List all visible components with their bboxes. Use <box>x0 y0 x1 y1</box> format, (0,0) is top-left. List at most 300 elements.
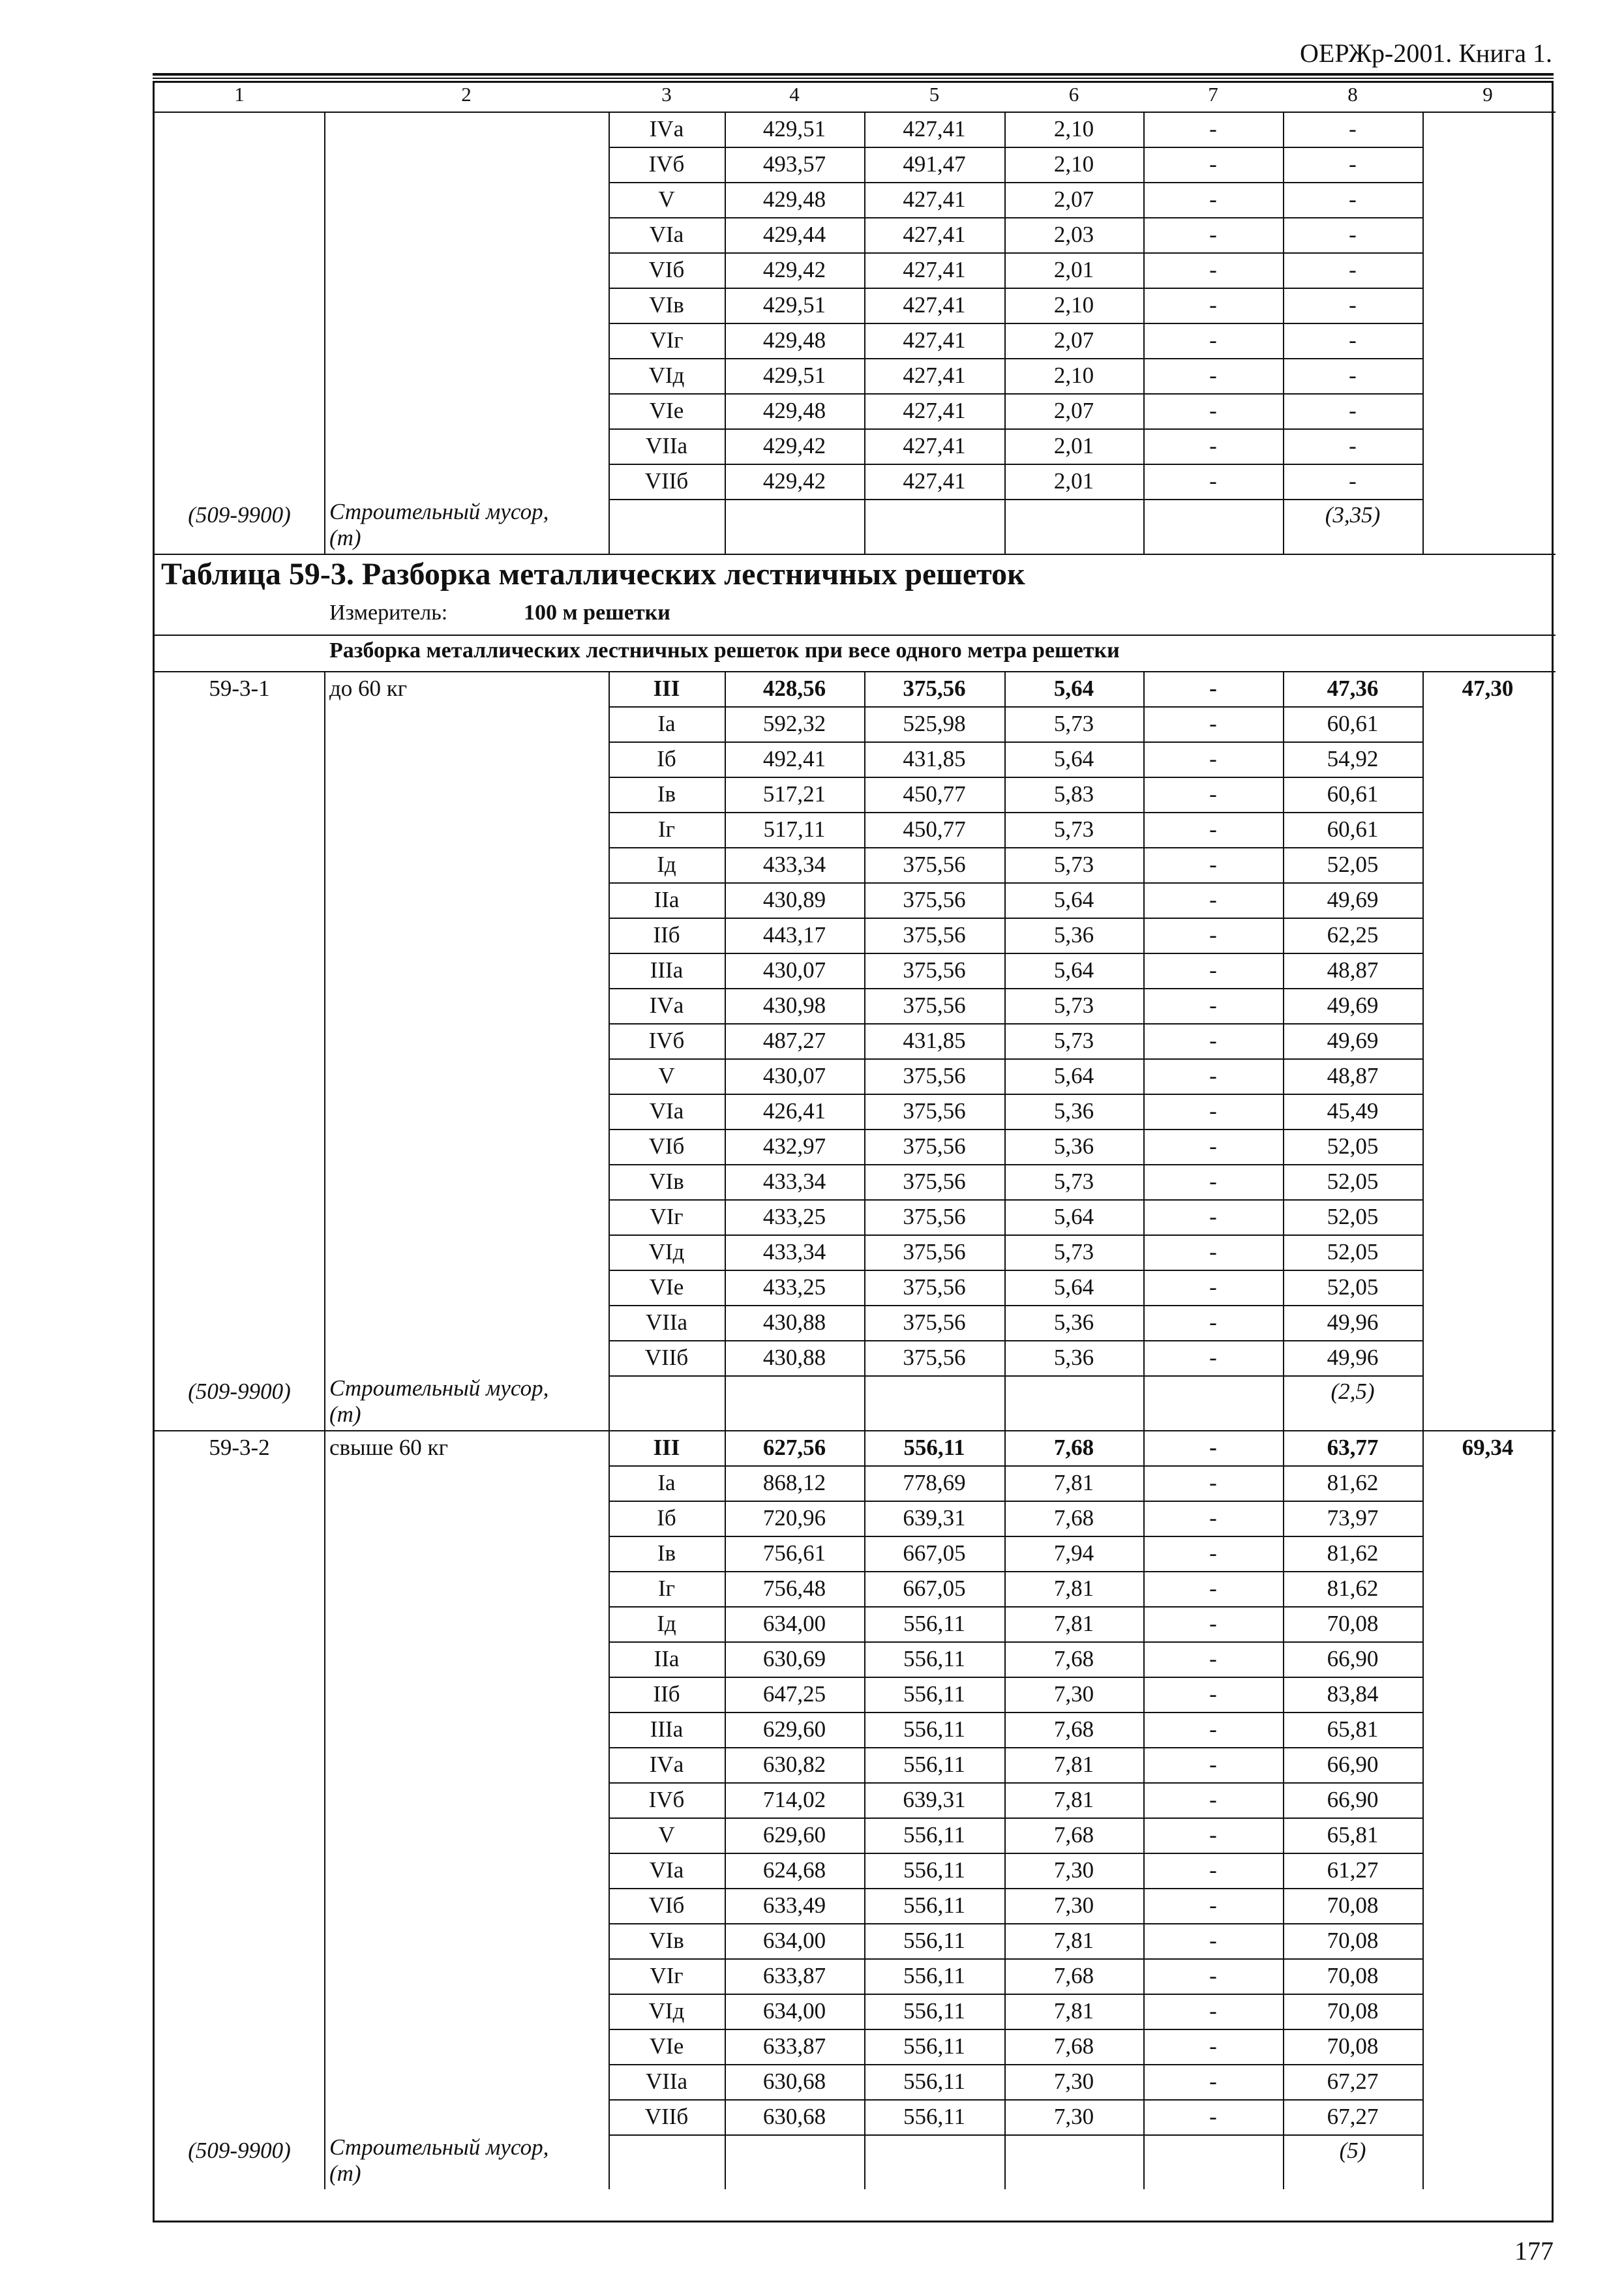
rate-value: 49,69 <box>1327 993 1379 1018</box>
class-label: Iб <box>657 1505 676 1531</box>
rate-value: - <box>1209 852 1217 877</box>
rate-value: 647,25 <box>762 1681 826 1707</box>
rate-value: 431,85 <box>903 1028 966 1053</box>
class-label: IVа <box>649 116 684 142</box>
measure-rule <box>155 635 1556 636</box>
rate-value: - <box>1209 1169 1217 1194</box>
class-label: VIе <box>649 398 684 423</box>
rate-value: 427,41 <box>903 292 966 318</box>
rate-value: - <box>1209 993 1217 1018</box>
waste-code: (509-9900) <box>188 1379 291 1404</box>
rate-value: 81,62 <box>1327 1576 1379 1601</box>
rate-value: 493,57 <box>762 151 826 177</box>
rate-value: 714,02 <box>762 1787 826 1812</box>
rate-value: 81,62 <box>1327 1470 1379 1495</box>
waste-value: (3,35) <box>1325 502 1381 528</box>
class-label: VIб <box>648 1133 685 1159</box>
rate-value: - <box>1209 1309 1217 1335</box>
item-name: свыше 60 кг <box>329 1435 448 1460</box>
waste-unit: (т) <box>329 2161 361 2186</box>
rate-value: 627,56 <box>762 1435 826 1460</box>
rate-value: 624,68 <box>762 1857 826 1883</box>
rate-value: 52,05 <box>1327 1239 1379 1264</box>
column-rule <box>1143 112 1145 554</box>
rate-value: 667,05 <box>903 1576 966 1601</box>
rate-value: - <box>1209 257 1217 282</box>
class-label: VIIа <box>645 2069 688 2094</box>
rate-value: - <box>1209 887 1217 912</box>
section-rule <box>155 554 1556 555</box>
class-label: IVа <box>649 993 684 1018</box>
rate-value: 634,00 <box>762 1611 826 1636</box>
rate-value: 7,30 <box>1053 2104 1094 2129</box>
class-label: III <box>653 1435 680 1460</box>
rate-value: 2,10 <box>1053 116 1094 142</box>
rate-value: - <box>1209 1063 1217 1088</box>
rate-value: 630,69 <box>762 1646 826 1671</box>
rate-value: - <box>1209 1998 1217 2024</box>
rate-value: 634,00 <box>762 1998 826 2024</box>
waste-name: Строительный мусор, <box>329 1375 549 1401</box>
rate-value: 756,61 <box>762 1540 826 1566</box>
rate-value: 67,27 <box>1327 2069 1379 2094</box>
column-rule <box>1422 1430 1424 2189</box>
rate-value: 5,36 <box>1053 1345 1094 1370</box>
column-rule <box>324 112 325 554</box>
rate-value: 667,05 <box>903 1540 966 1566</box>
rate-value: - <box>1209 1028 1217 1053</box>
class-label: VIа <box>649 1098 684 1124</box>
item-code: 59-3-1 <box>209 676 270 701</box>
rate-value: 49,69 <box>1327 887 1379 912</box>
rate-value: - <box>1209 2104 1217 2129</box>
rate-value: 427,41 <box>903 187 966 212</box>
rate-value: 592,32 <box>762 711 826 736</box>
rate-value: - <box>1349 468 1357 494</box>
rate-value: - <box>1209 1963 1217 1988</box>
class-label: VIе <box>649 2033 684 2059</box>
column-rule <box>1422 671 1424 1430</box>
rate-value: 52,05 <box>1327 1274 1379 1300</box>
item-code: 59-3-2 <box>209 1435 270 1460</box>
rate-value: 433,34 <box>762 1239 826 1264</box>
column-number-6: 6 <box>1068 83 1079 106</box>
column-rule <box>725 1430 726 2189</box>
column-rule <box>1422 112 1424 554</box>
rate-value: 7,81 <box>1053 1470 1094 1495</box>
rate-value: - <box>1209 433 1217 458</box>
rate-value: 5,73 <box>1053 1239 1094 1264</box>
rate-value: 433,25 <box>762 1274 826 1300</box>
column-rule <box>864 671 865 1430</box>
rate-value: - <box>1349 257 1357 282</box>
class-label: VIа <box>649 222 684 247</box>
rate-value: - <box>1209 1611 1217 1636</box>
rate-value: 429,48 <box>762 327 826 353</box>
column-rule <box>725 671 726 1430</box>
rate-value: 7,68 <box>1053 1505 1094 1531</box>
rate-value: - <box>1209 1345 1217 1370</box>
rate-value: 556,11 <box>903 1752 965 1777</box>
column-rule <box>1143 671 1145 1430</box>
rate-value: - <box>1209 1274 1217 1300</box>
rate-value: - <box>1209 1505 1217 1531</box>
rate-value: 7,68 <box>1053 1716 1094 1742</box>
rate-value: 66,90 <box>1327 1752 1379 1777</box>
rate-value: 7,68 <box>1053 1822 1094 1848</box>
rate-value: 2,10 <box>1053 151 1094 177</box>
rate-value: 5,64 <box>1053 1063 1094 1088</box>
rate-value: 375,56 <box>903 1274 966 1300</box>
rate-value: 60,61 <box>1327 816 1379 842</box>
rate-value: 54,92 <box>1327 746 1379 771</box>
rate-value: 868,12 <box>762 1470 826 1495</box>
rate-value: 427,41 <box>903 222 966 247</box>
class-label: Iг <box>657 816 675 842</box>
rate-value: 375,56 <box>903 852 966 877</box>
rate-value: - <box>1209 468 1217 494</box>
rate-value: 2,01 <box>1053 468 1094 494</box>
rate-value: 52,05 <box>1327 1133 1379 1159</box>
rate-value: 430,07 <box>762 1063 826 1088</box>
waste-code: (509-9900) <box>188 502 291 528</box>
rate-value: - <box>1209 1646 1217 1671</box>
rate-value: 70,08 <box>1327 1893 1379 1918</box>
rate-value: 375,56 <box>903 887 966 912</box>
rate-value: 556,11 <box>903 1998 965 2024</box>
rate-value: - <box>1209 1893 1217 1918</box>
rate-value: 49,69 <box>1327 1028 1379 1053</box>
column-rule <box>1004 1430 1006 2189</box>
rate-value: - <box>1209 1576 1217 1601</box>
rate-value: 427,41 <box>903 257 966 282</box>
rate-value: - <box>1209 151 1217 177</box>
rate-value: 66,90 <box>1327 1646 1379 1671</box>
rate-value: 375,56 <box>903 1239 966 1264</box>
rate-value: - <box>1209 1716 1217 1742</box>
rate-value: 375,56 <box>903 1309 966 1335</box>
rate-value: 47,36 <box>1327 676 1379 701</box>
rate-value: 756,48 <box>762 1576 826 1601</box>
rate-value: - <box>1349 327 1357 353</box>
rate-value: 556,11 <box>903 1963 965 1988</box>
rate-value: 629,60 <box>762 1822 826 1848</box>
class-label: IVб <box>648 151 685 177</box>
column-rule <box>1283 112 1284 554</box>
subheading: Разборка металлических лестничных решеток при весе одного метра решетки <box>329 638 1120 663</box>
header-rule <box>153 73 1554 76</box>
column-rule <box>609 671 610 1430</box>
rate-value: 556,11 <box>903 1681 965 1707</box>
rate-value: - <box>1209 1239 1217 1264</box>
rate-value: 7,68 <box>1053 1435 1094 1460</box>
rate-value: - <box>1209 1133 1217 1159</box>
rate-value: 427,41 <box>903 468 966 494</box>
rate-value: 5,36 <box>1053 1133 1094 1159</box>
header-rule <box>153 78 1554 79</box>
class-label: Iв <box>657 781 676 807</box>
class-label: VIб <box>648 1893 685 1918</box>
rate-value: 66,90 <box>1327 1787 1379 1812</box>
class-label: VIе <box>649 1274 684 1300</box>
rate-value: 49,96 <box>1327 1309 1379 1335</box>
rate-value: 429,51 <box>762 292 826 318</box>
rate-value: - <box>1209 1540 1217 1566</box>
rate-value: 70,08 <box>1327 1963 1379 1988</box>
rate-value: 70,08 <box>1327 1998 1379 2024</box>
column-rule <box>609 1430 610 2189</box>
rate-value: - <box>1209 1470 1217 1495</box>
column-number-7: 7 <box>1208 83 1218 106</box>
rate-value: 443,17 <box>762 922 826 948</box>
rate-value: 70,08 <box>1327 1928 1379 1953</box>
rate-value: 375,56 <box>903 922 966 948</box>
rate-value: 429,44 <box>762 222 826 247</box>
class-label: VIа <box>649 1857 684 1883</box>
rate-value: 430,88 <box>762 1309 826 1335</box>
rate-value: 7,68 <box>1053 2033 1094 2059</box>
rate-value: 2,07 <box>1053 327 1094 353</box>
waste-unit: (т) <box>329 525 361 550</box>
rate-value: - <box>1209 1787 1217 1812</box>
class-label: VIIб <box>644 468 689 494</box>
rate-value: 429,42 <box>762 257 826 282</box>
rate-value: 5,64 <box>1053 1204 1094 1229</box>
rate-value: 427,41 <box>903 433 966 458</box>
rate-value: 62,25 <box>1327 922 1379 948</box>
waste-value: (2,5) <box>1331 1379 1375 1404</box>
rate-value: - <box>1349 433 1357 458</box>
rate-value: 5,36 <box>1053 922 1094 948</box>
rate-value: 556,11 <box>903 1646 965 1671</box>
rate-value: 52,05 <box>1327 1169 1379 1194</box>
class-label: V <box>658 1822 675 1848</box>
class-label: VIг <box>650 1204 684 1229</box>
column-rule <box>1004 112 1006 554</box>
rate-value: 433,34 <box>762 1169 826 1194</box>
rate-value: - <box>1209 1752 1217 1777</box>
class-label: IVа <box>649 1752 684 1777</box>
rate-value: - <box>1209 746 1217 771</box>
rate-value: - <box>1209 676 1217 701</box>
class-label: V <box>658 1063 675 1088</box>
rate-value: 52,05 <box>1327 852 1379 877</box>
rate-value: 70,08 <box>1327 1611 1379 1636</box>
rate-value: 375,56 <box>903 676 966 701</box>
rate-value: 375,56 <box>903 1345 966 1370</box>
class-label: III <box>653 676 680 701</box>
rate-value: 556,11 <box>903 2069 965 2094</box>
rate-value: 67,27 <box>1327 2104 1379 2129</box>
rate-value: 48,87 <box>1327 1063 1379 1088</box>
document-title: ОЕРЖр-2001. Книга 1. <box>1300 38 1552 68</box>
column-number-5: 5 <box>929 83 940 106</box>
class-label: IIб <box>653 1681 680 1707</box>
rate-value: 630,68 <box>762 2069 826 2094</box>
rate-value: 634,00 <box>762 1928 826 1953</box>
rate-value: 556,11 <box>903 1857 965 1883</box>
rate-value: 63,77 <box>1327 1435 1379 1460</box>
rate-value: 525,98 <box>903 711 966 736</box>
rate-value: - <box>1209 187 1217 212</box>
rate-value: 433,34 <box>762 852 826 877</box>
class-label: Iб <box>657 746 676 771</box>
class-label: VIд <box>648 1998 685 2024</box>
class-label: VIв <box>649 292 684 318</box>
rate-value: 429,51 <box>762 363 826 388</box>
rate-value: 556,11 <box>903 1716 965 1742</box>
class-label: Iа <box>657 1470 676 1495</box>
rate-value: 7,94 <box>1053 1540 1094 1566</box>
class-label: VIд <box>648 363 685 388</box>
rate-value: 5,64 <box>1053 676 1094 701</box>
rate-value: 427,41 <box>903 116 966 142</box>
rate-value: - <box>1209 222 1217 247</box>
rate-value: 5,64 <box>1053 887 1094 912</box>
class-label: VIIб <box>644 1345 689 1370</box>
rate-value: 5,36 <box>1053 1309 1094 1335</box>
rate-value: 429,42 <box>762 433 826 458</box>
rate-value: - <box>1209 398 1217 423</box>
rate-value: 2,03 <box>1053 222 1094 247</box>
rate-value: 7,30 <box>1053 2069 1094 2094</box>
column-rule <box>1004 671 1006 1430</box>
rate-value: 73,97 <box>1327 1505 1379 1531</box>
rate-value: 7,30 <box>1053 1681 1094 1707</box>
class-label: IIIа <box>650 957 684 983</box>
column-rule <box>864 1430 865 2189</box>
rate-value: - <box>1209 711 1217 736</box>
rate-value: - <box>1209 1928 1217 1953</box>
rate-value: 430,88 <box>762 1345 826 1370</box>
rate-value: - <box>1209 781 1217 807</box>
rate-value: - <box>1349 292 1357 318</box>
rate-value: - <box>1349 116 1357 142</box>
column-rule <box>609 112 610 554</box>
rate-value: 429,51 <box>762 116 826 142</box>
item-name: до 60 кг <box>329 676 408 701</box>
rate-value: 7,81 <box>1053 1576 1094 1601</box>
rate-value: 5,36 <box>1053 1098 1094 1124</box>
rate-value: 2,10 <box>1053 292 1094 318</box>
rate-value: 428,56 <box>762 676 826 701</box>
rate-value: 430,89 <box>762 887 826 912</box>
class-label: IIа <box>654 1646 680 1671</box>
rate-value: 7,81 <box>1053 1928 1094 1953</box>
rate-value: 630,82 <box>762 1752 826 1777</box>
rate-value: 5,64 <box>1053 957 1094 983</box>
rate-value: 429,48 <box>762 398 826 423</box>
rate-value: 426,41 <box>762 1098 826 1124</box>
column-rule <box>864 112 865 554</box>
class-label: VIг <box>650 327 684 353</box>
class-label: VIIб <box>644 2104 689 2129</box>
rate-value: 633,87 <box>762 1963 826 1988</box>
rate-value: 5,73 <box>1053 852 1094 877</box>
rate-value: 430,07 <box>762 957 826 983</box>
rate-value: 491,47 <box>903 151 966 177</box>
class-label: Iд <box>657 852 676 877</box>
item-col9-value: 47,30 <box>1462 676 1514 701</box>
rate-value: 375,56 <box>903 1204 966 1229</box>
column-rule <box>725 112 726 554</box>
class-label: IIIа <box>650 1716 684 1742</box>
column-rule <box>1283 671 1284 1430</box>
rate-value: 7,68 <box>1053 1646 1094 1671</box>
column-number-1: 1 <box>234 83 245 106</box>
rate-value: - <box>1209 1681 1217 1707</box>
class-label: VIIа <box>645 1309 688 1335</box>
waste-unit: (т) <box>329 1401 361 1427</box>
rate-value: 375,56 <box>903 1133 966 1159</box>
class-label: VIб <box>648 257 685 282</box>
column-rule <box>1143 1430 1145 2189</box>
measure-label: Измеритель: <box>329 601 448 625</box>
rate-value: 5,73 <box>1053 1169 1094 1194</box>
rate-value: - <box>1209 292 1217 318</box>
class-label: VIг <box>650 1963 684 1988</box>
rate-value: 375,56 <box>903 1063 966 1088</box>
rate-value: - <box>1209 1435 1217 1460</box>
class-label: Iд <box>657 1611 676 1636</box>
rate-value: 2,07 <box>1053 398 1094 423</box>
rate-value: - <box>1209 327 1217 353</box>
rate-value: 5,64 <box>1053 746 1094 771</box>
class-label: VIв <box>649 1169 684 1194</box>
rate-value: 60,61 <box>1327 781 1379 807</box>
class-label: Iа <box>657 711 676 736</box>
rate-value: 720,96 <box>762 1505 826 1531</box>
rate-value: 450,77 <box>903 816 966 842</box>
rate-value: 556,11 <box>903 1435 965 1460</box>
item-col9-value: 69,34 <box>1462 1435 1514 1460</box>
rate-value: 375,56 <box>903 1098 966 1124</box>
rate-value: 492,41 <box>762 746 826 771</box>
waste-value: (5) <box>1339 2138 1366 2163</box>
class-label: VIв <box>649 1928 684 1953</box>
rate-value: 52,05 <box>1327 1204 1379 1229</box>
class-label: IVб <box>648 1787 685 1812</box>
rate-value: 633,49 <box>762 1893 826 1918</box>
rate-value: 429,42 <box>762 468 826 494</box>
rate-value: 65,81 <box>1327 1716 1379 1742</box>
rate-value: 2,07 <box>1053 187 1094 212</box>
class-label: V <box>658 187 675 212</box>
class-label: VIд <box>648 1239 685 1264</box>
rate-value: 556,11 <box>903 2033 965 2059</box>
rate-value: 432,97 <box>762 1133 826 1159</box>
rate-value: 556,11 <box>903 1928 965 1953</box>
rate-value: 5,83 <box>1053 781 1094 807</box>
rate-value: 517,11 <box>763 816 826 842</box>
rate-value: 61,27 <box>1327 1857 1379 1883</box>
rate-value: - <box>1209 922 1217 948</box>
rate-value: 487,27 <box>762 1028 826 1053</box>
rate-value: - <box>1209 957 1217 983</box>
column-number-4: 4 <box>789 83 800 106</box>
rate-value: 83,84 <box>1327 1681 1379 1707</box>
rate-value: 431,85 <box>903 746 966 771</box>
rate-value: - <box>1209 1204 1217 1229</box>
rate-value: - <box>1349 222 1357 247</box>
class-label: Iг <box>657 1576 675 1601</box>
rate-value: 7,81 <box>1053 1998 1094 2024</box>
rate-value: 639,31 <box>903 1505 966 1531</box>
rate-value: 5,73 <box>1053 711 1094 736</box>
rate-value: 427,41 <box>903 363 966 388</box>
rate-value: 427,41 <box>903 327 966 353</box>
waste-name: Строительный мусор, <box>329 2134 549 2160</box>
